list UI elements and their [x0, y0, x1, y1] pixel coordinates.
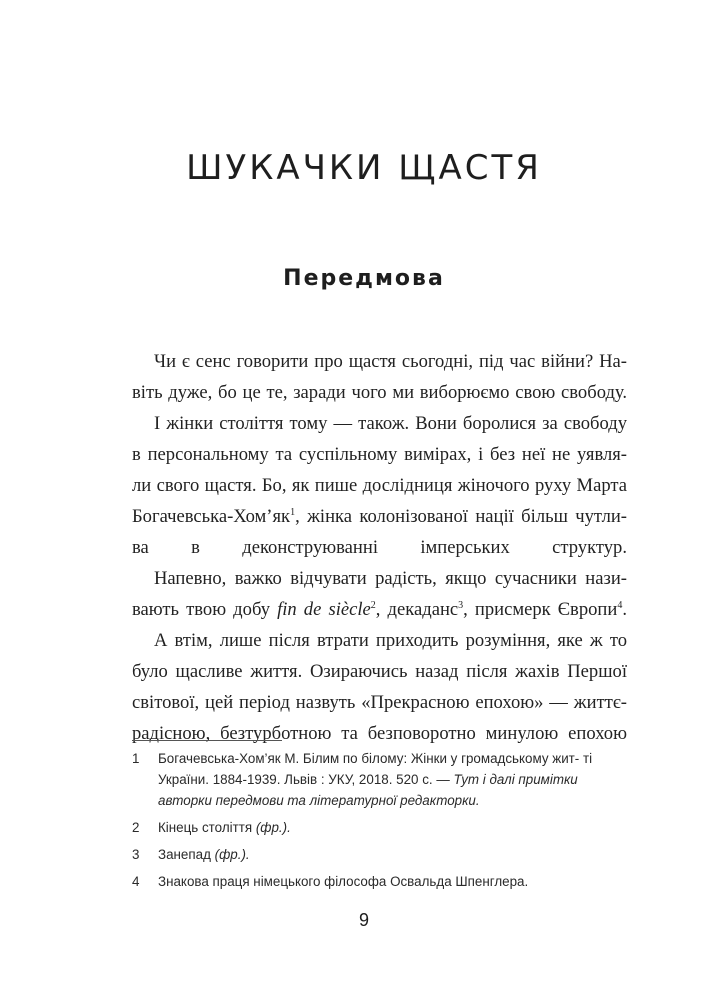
- footnote-1: [132, 748, 627, 811]
- text-line: І жінки століття тому — також. Вони боролися за свободу: [154, 413, 627, 434]
- text-line: в персональному та суспільному вимірах, і без неї не уявля-: [132, 444, 627, 465]
- footnote-ref[interactable]: 3: [458, 599, 464, 611]
- footnote-text: [158, 844, 627, 865]
- footnote-text-part: ті України. 1884-1939. Львів : УКУ, 2018. 520 с. —: [158, 751, 593, 787]
- text-line: , жінка колонізованої нації більш чутли-: [295, 506, 627, 527]
- italic-phrase: fin de siècle: [277, 599, 371, 620]
- footnote-italic: (фр.).: [214, 847, 250, 862]
- footnotes: [132, 748, 627, 898]
- footnote-number: 4: [132, 874, 140, 889]
- footnote-4: [132, 871, 627, 892]
- footnote-number: 3: [132, 847, 140, 862]
- footnote-3: [132, 844, 627, 865]
- footnote-text: Знакова праця німецького філософа Освальда Шпенглера.: [158, 874, 529, 889]
- paragraph-4: [132, 625, 627, 749]
- footnote-text: [158, 748, 627, 811]
- section-title: Передмова: [283, 266, 445, 291]
- text-line: А втім, лише після втрати приходить розуміння, яке ж то: [154, 630, 627, 651]
- footnote-text-part: Кінець століття: [158, 820, 256, 835]
- text-line: Напевно, важко відчувати радість, якщо сучасники нази-: [154, 568, 627, 589]
- body-text: [132, 346, 627, 749]
- text-fragment: , декаданс: [375, 599, 459, 620]
- text-line: ли свого щастя. Бо, як пише дослідниця жіночого руху Марта: [132, 475, 627, 496]
- footnote-ref[interactable]: 2: [370, 599, 376, 611]
- footnote-italic: (фр.).: [255, 820, 291, 835]
- text-line: ва в деконструюванні імперських структур.: [132, 537, 627, 558]
- text-line: Чи є сенс говорити про щастя сьогодні, під час війни? На-: [154, 351, 627, 372]
- chapter-title: ШУКАЧКИ ЩАСТЯ: [186, 148, 542, 188]
- text-fragment: .: [622, 599, 627, 620]
- paragraph-3: [132, 563, 627, 625]
- footnote-number: 1: [132, 751, 140, 766]
- text-fragment: , присмерк Європи: [463, 599, 618, 620]
- footnote-text: [158, 817, 627, 838]
- footnote-text-part: Занепад: [158, 847, 215, 862]
- footnote-text-part: Богачевська-Хом’як М. Білим по білому: Жінки у громадському жит-: [158, 751, 580, 766]
- text-line: світової, цей період назвуть «Прекрасною епохою» — життє-: [132, 692, 627, 713]
- text-line: було щасливе життя. Озираючись назад після жахів Першої: [132, 661, 627, 682]
- footnote-2: [132, 817, 627, 838]
- paragraph-1: [132, 346, 627, 408]
- text-line: радісною, безтурботною та безповоротно минулою епохою: [132, 723, 627, 744]
- text-line: віть дуже, бо це те, заради чого ми виборюємо свою свободу.: [132, 382, 627, 403]
- text-line: Богачевська-Хом’як: [132, 506, 291, 527]
- footnote-number: 2: [132, 820, 140, 835]
- page-number: 9: [358, 910, 369, 930]
- paragraph-2: [132, 408, 627, 563]
- footnote-italic: Тут і далі примітки авторки передмови та літературної редакторки.: [158, 772, 578, 808]
- text-line: вають твою добу: [132, 599, 278, 620]
- footnote-ref[interactable]: 4: [617, 599, 623, 611]
- footnote-divider: [132, 740, 282, 741]
- footnote-ref[interactable]: 1: [290, 506, 296, 518]
